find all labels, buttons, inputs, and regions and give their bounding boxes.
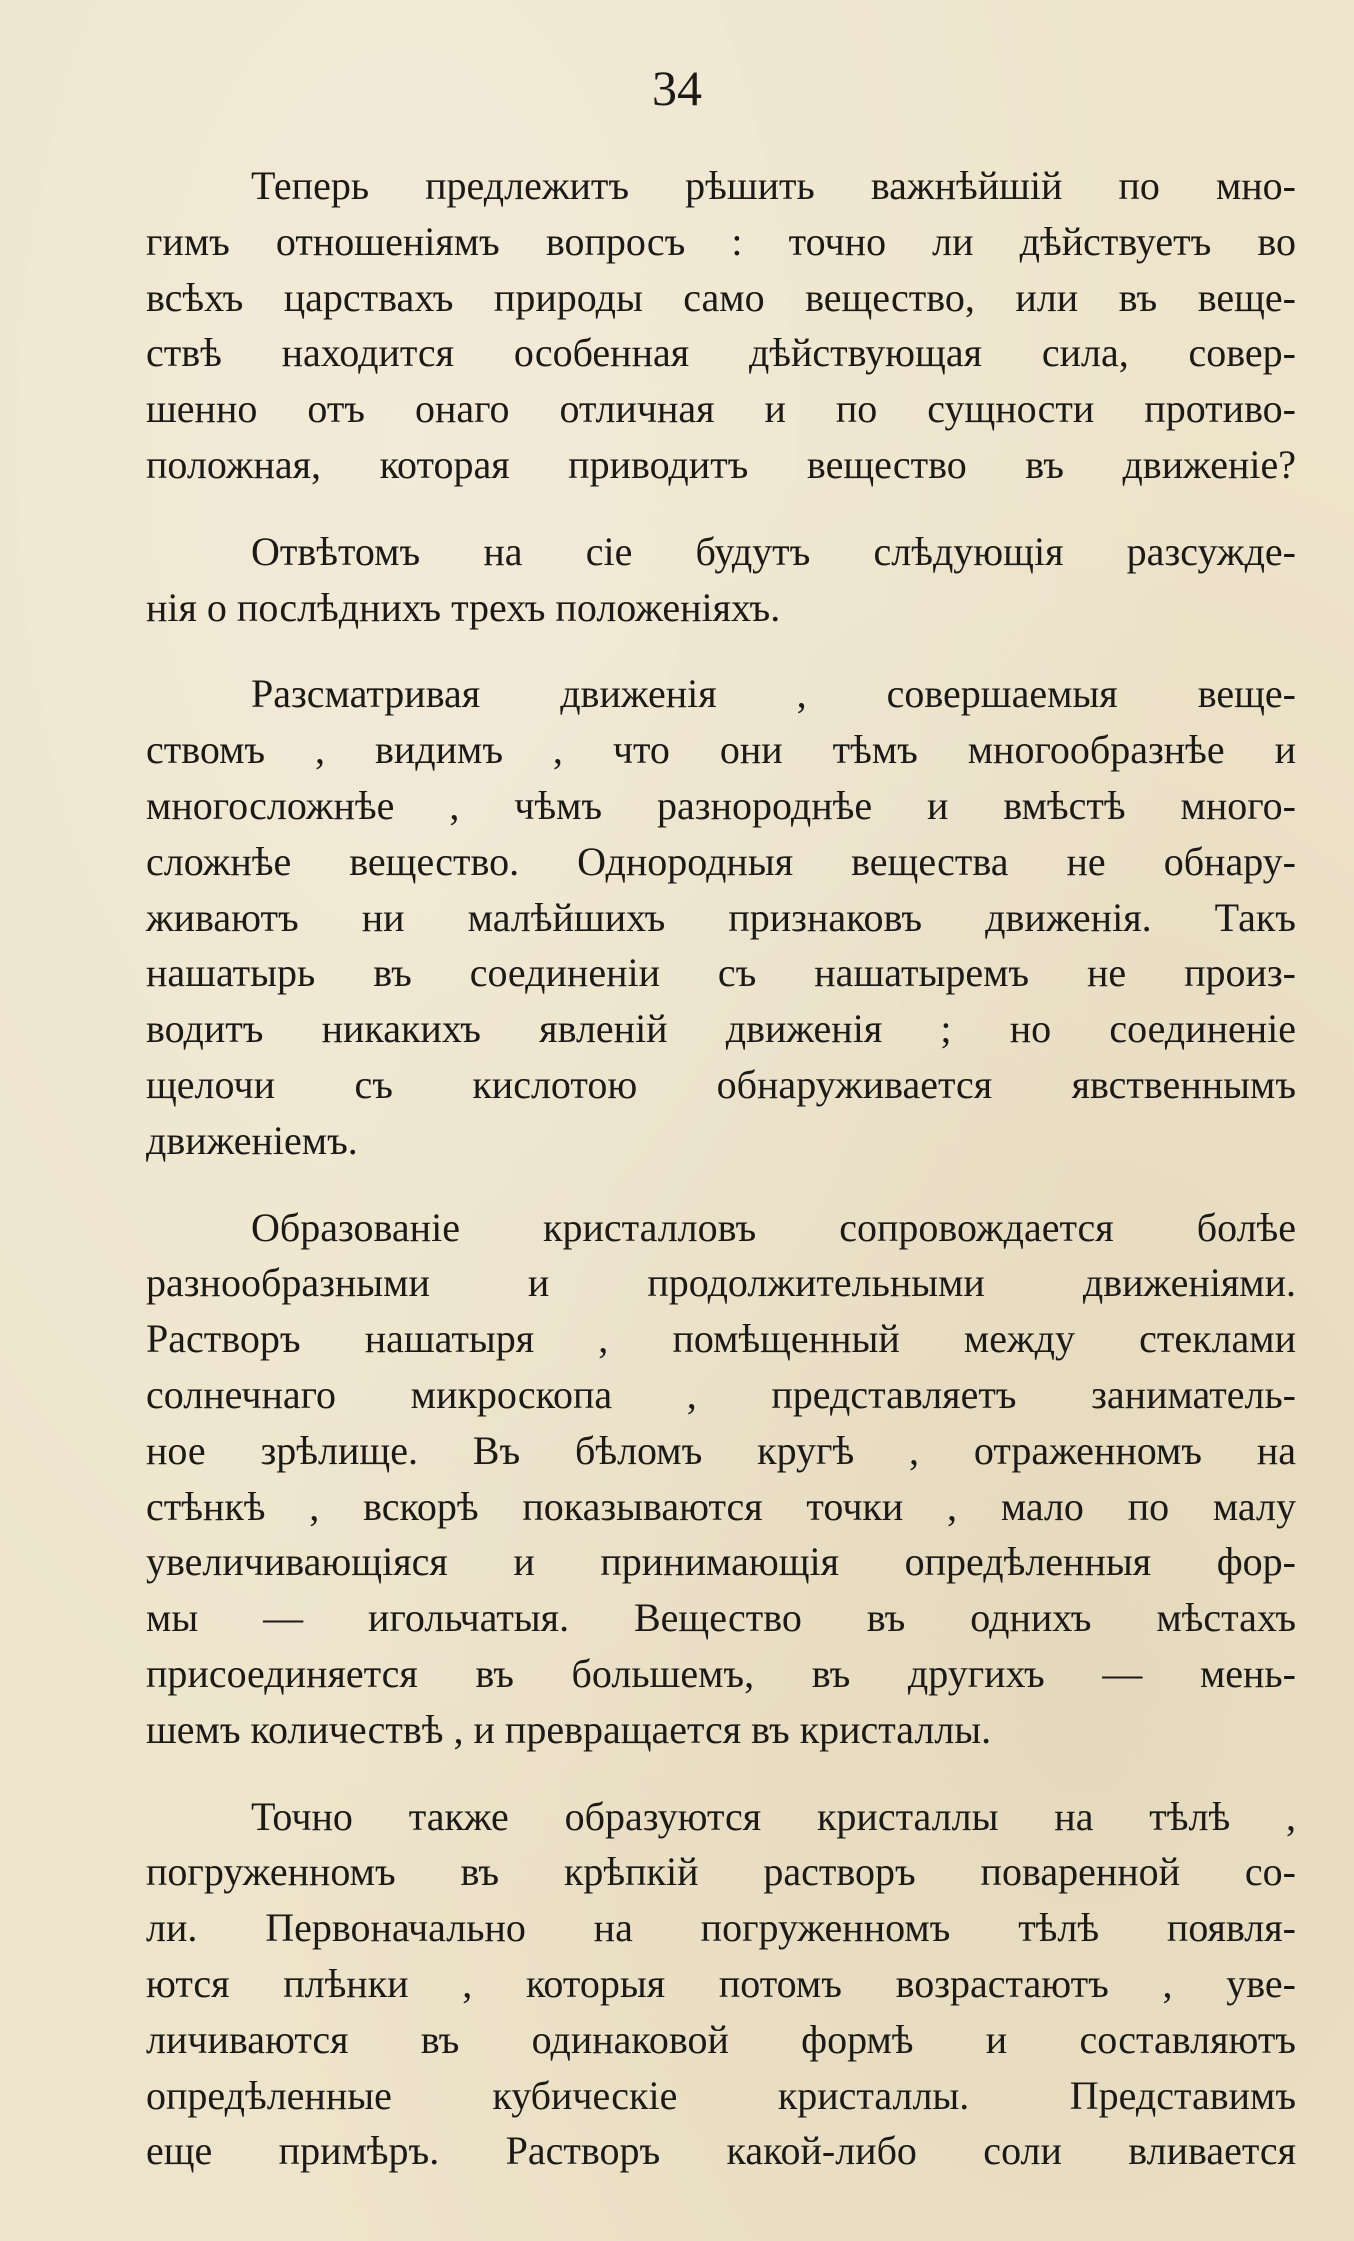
text-line: ствомъ , видимъ , что они тѣмъ многообразнѣе и: [146, 727, 1296, 773]
text-line: многосложнѣе , чѣмъ разнороднѣе и вмѣстѣ много-: [146, 782, 1296, 828]
text-line: сложнѣе вещество. Однородныя вещества не обнару-: [146, 838, 1296, 884]
text-line: всѣхъ царствахъ природы само вещество, или въ веще-: [146, 274, 1296, 320]
text-line: еще примѣръ. Растворъ какой-либо соли вливается: [146, 2128, 1296, 2174]
text-line: ствѣ находится особенная дѣйствующая сила, совер-: [146, 330, 1296, 376]
text-line: водитъ никакихъ явленій движенія ; но соединеніе: [146, 1006, 1296, 1052]
text-line: Растворъ нашатыря , помѣщенный между стеклами: [146, 1316, 1296, 1362]
text-line: Разсматривая движенія , совершаемыя веще-: [251, 671, 1296, 717]
text-line: нія о послѣднихъ трехъ положеніяхъ.: [146, 584, 781, 630]
paragraph: [146, 158, 1296, 493]
text-line: Образованіе кристалловъ сопровождается болѣе: [251, 1204, 1296, 1250]
paragraph: [146, 524, 1296, 636]
paragraph: [146, 1200, 1296, 1758]
text-line: движеніемъ.: [146, 1117, 358, 1163]
text-line: солнечнаго микроскопа , представляетъ заниматель-: [146, 1371, 1296, 1417]
paragraph: [146, 1789, 1296, 2180]
text-line: гимъ отношеніямъ вопросъ : точно ли дѣйствуетъ во: [146, 218, 1296, 264]
text-line: положная, которая приводитъ вещество въ движеніе?: [146, 441, 1296, 487]
text-line: ли. Первоначально на погруженномъ тѣлѣ появля-: [146, 1905, 1296, 1951]
text-line: шемъ количествѣ , и превращается въ кристаллы.: [146, 1706, 992, 1752]
text-line: присоединяется въ большемъ, въ другихъ — мень-: [146, 1650, 1296, 1696]
text-line: увеличивающіяся и принимающія опредѣленныя фор-: [146, 1539, 1296, 1585]
text-line: мы — игольчатыя. Вещество въ однихъ мѣстахъ: [146, 1595, 1296, 1641]
text-line: щелочи съ кислотою обнаруживается явственнымъ: [146, 1061, 1296, 1107]
text-line: погруженномъ въ крѣпкій растворъ поваренной со-: [146, 1849, 1296, 1895]
paragraph: [146, 666, 1296, 1168]
text-line: Теперь предлежитъ рѣшить важнѣйшій по мно-: [251, 163, 1296, 208]
text-line: шенно отъ онаго отличная и по сущности противо-: [146, 386, 1296, 432]
text-line: опредѣленные кубическіе кристаллы. Представимъ: [146, 2072, 1296, 2118]
text-line: Точно также образуются кристаллы на тѣлѣ ,: [251, 1793, 1296, 1839]
text-line: разнообразными и продолжительными движеніями.: [146, 1260, 1296, 1306]
text-line: ются плѣнки , которыя потомъ возрастаютъ , уве-: [146, 1960, 1296, 2006]
text-line: Отвѣтомъ на сіе будутъ слѣдующія разсужде-: [251, 528, 1296, 574]
text-line: ное зрѣлище. Въ бѣломъ кругѣ , отраженномъ на: [146, 1427, 1296, 1473]
text-line: личиваются въ одинаковой формѣ и составляютъ: [146, 2016, 1296, 2062]
text-line: стѣнкѣ , вскорѣ показываются точки , мало по малу: [146, 1483, 1296, 1529]
page-number: 34: [652, 60, 702, 116]
body-text: [146, 158, 1296, 2210]
text-line: живаютъ ни малѣйшихъ признаковъ движенія. Такъ: [146, 894, 1296, 940]
text-line: нашатырь въ соединеніи съ нашатыремъ не произ-: [146, 950, 1296, 996]
